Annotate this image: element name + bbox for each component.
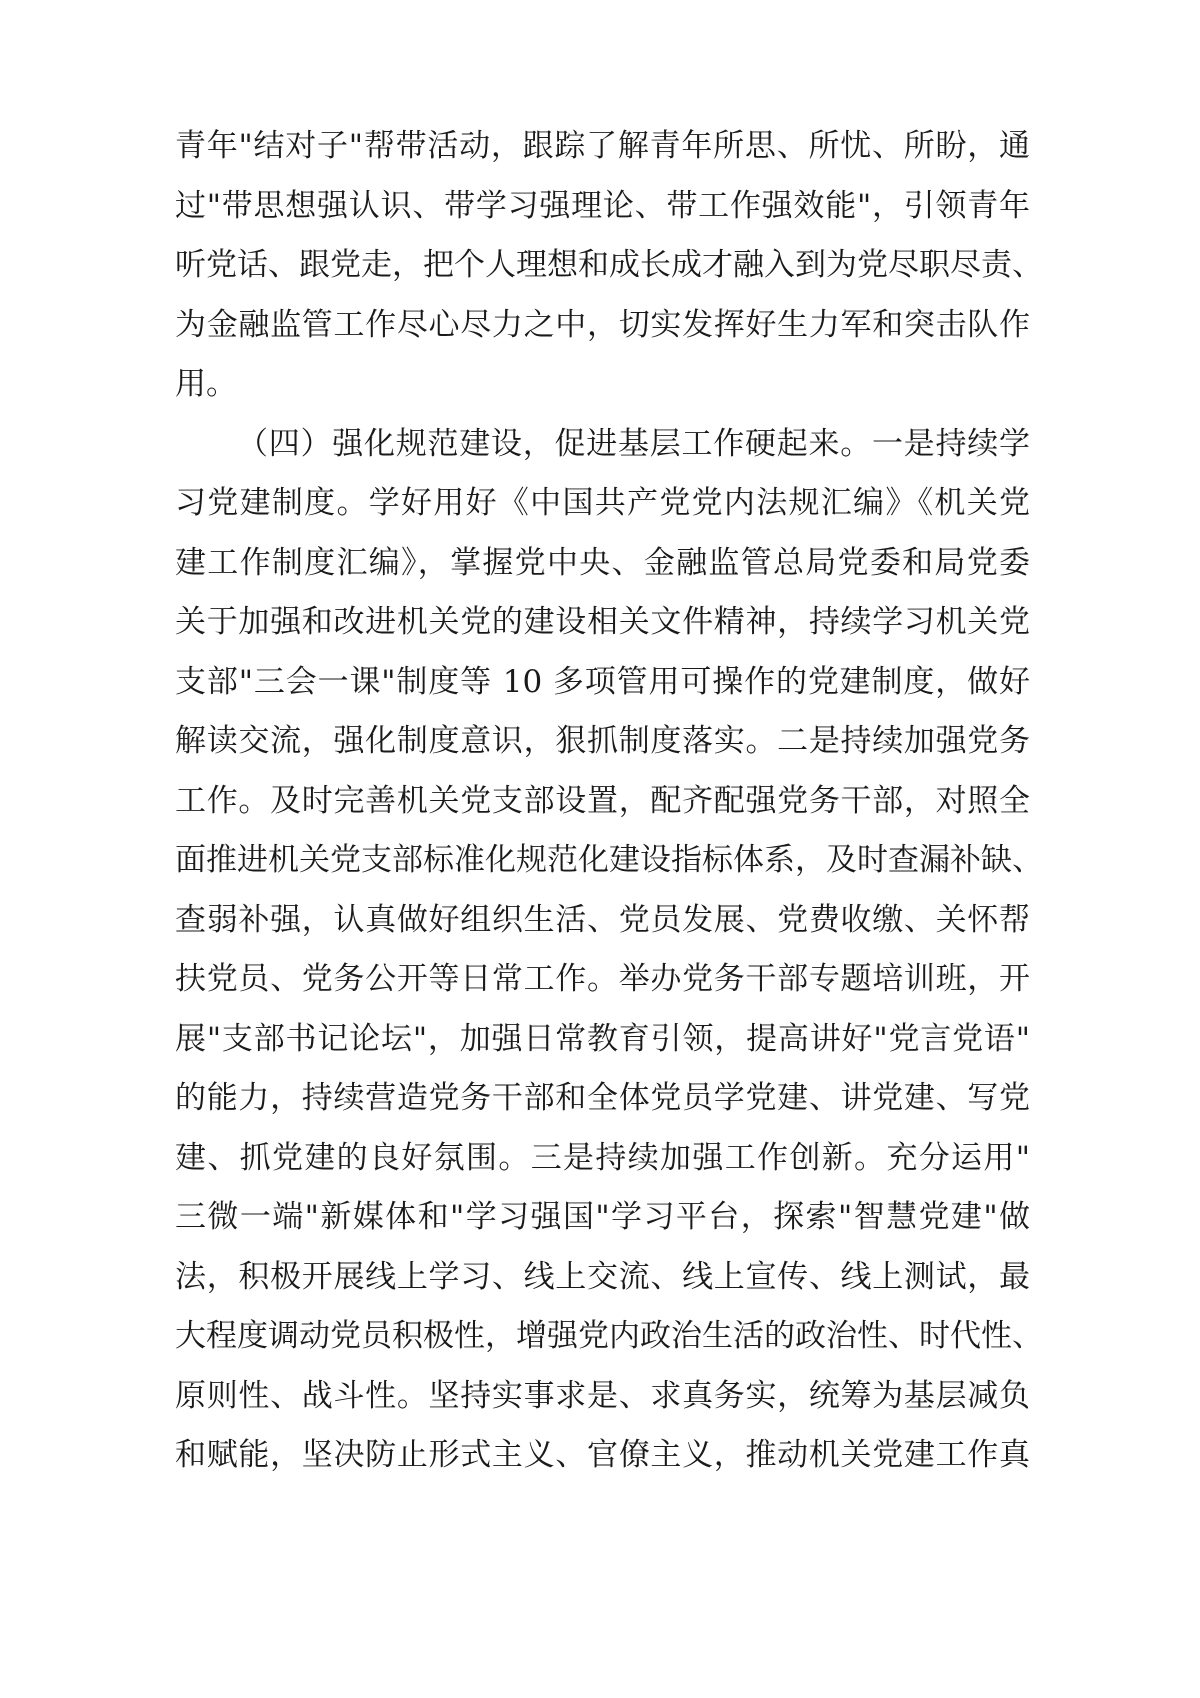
text-line: 展"支部书记论坛"，加强日常教育引领，提高讲好"党言党语"	[175, 1020, 1030, 1057]
text-line: 查弱补强，认真做好组织生活、党员发展、党费收缴、关怀帮	[175, 901, 1030, 938]
text-line: 面推进机关党支部标准化规范化建设指标体系，及时查漏补缺、	[175, 842, 1043, 878]
text-line: 为金融监管工作尽心尽力之中，切实发挥好生力军和突击队作	[175, 306, 1030, 343]
text-line: 法，积极开展线上学习、线上交流、线上宣传、线上测试，最	[175, 1258, 1030, 1295]
text-line: 大程度调动党员积极性，增强党内政治生活的政治性、时代性、	[175, 1318, 1043, 1354]
text-line: 用。	[175, 366, 237, 402]
paragraph-heading-line: （四）强化规范建设，促进基层工作硬起来。一是持续学	[237, 425, 1030, 462]
text-line: 扶党员、党务公开等日常工作。举办党务干部专题培训班，开	[175, 961, 1030, 997]
text-line: 过"带思想强认识、带学习强理论、带工作强效能"，引领青年	[175, 187, 1030, 224]
text-line: 关于加强和改进机关党的建设相关文件精神，持续学习机关党	[175, 604, 1030, 640]
text-line: 青年"结对子"帮带活动，跟踪了解青年所思、所忧、所盼，通	[175, 128, 1030, 164]
text-line: 建、抓党建的良好氛围。三是持续加强工作创新。充分运用"	[175, 1139, 1030, 1176]
text-line: 习党建制度。学好用好《中国共产党党内法规汇编》《机关党	[175, 485, 1030, 521]
text-line: 支部"三会一课"制度等 10 多项管用可操作的党建制度，做好	[175, 663, 1030, 700]
text-line: 三微一端"新媒体和"学习强国"学习平台，探索"智慧党建"做	[175, 1199, 1030, 1235]
text-line: 原则性、战斗性。坚持实事求是、求真务实，统筹为基层减负	[175, 1377, 1030, 1414]
text-line: 解读交流，强化制度意识，狠抓制度落实。二是持续加强党务	[175, 723, 1030, 759]
text-line: 和赋能，坚决防止形式主义、官僚主义，推动机关党建工作真	[175, 1437, 1030, 1473]
text-line: 工作。及时完善机关党支部设置，配齐配强党务干部，对照全	[175, 782, 1030, 819]
text-line: 听党话、跟党走，把个人理想和成长成才融入到为党尽职尽责、	[175, 247, 1043, 283]
body-text	[175, 117, 1043, 1486]
text-line: 的能力，持续营造党务干部和全体党员学党建、讲党建、写党	[175, 1080, 1030, 1116]
text-line: 建工作制度汇编》，掌握党中央、金融监管总局党委和局党委	[175, 544, 1030, 581]
